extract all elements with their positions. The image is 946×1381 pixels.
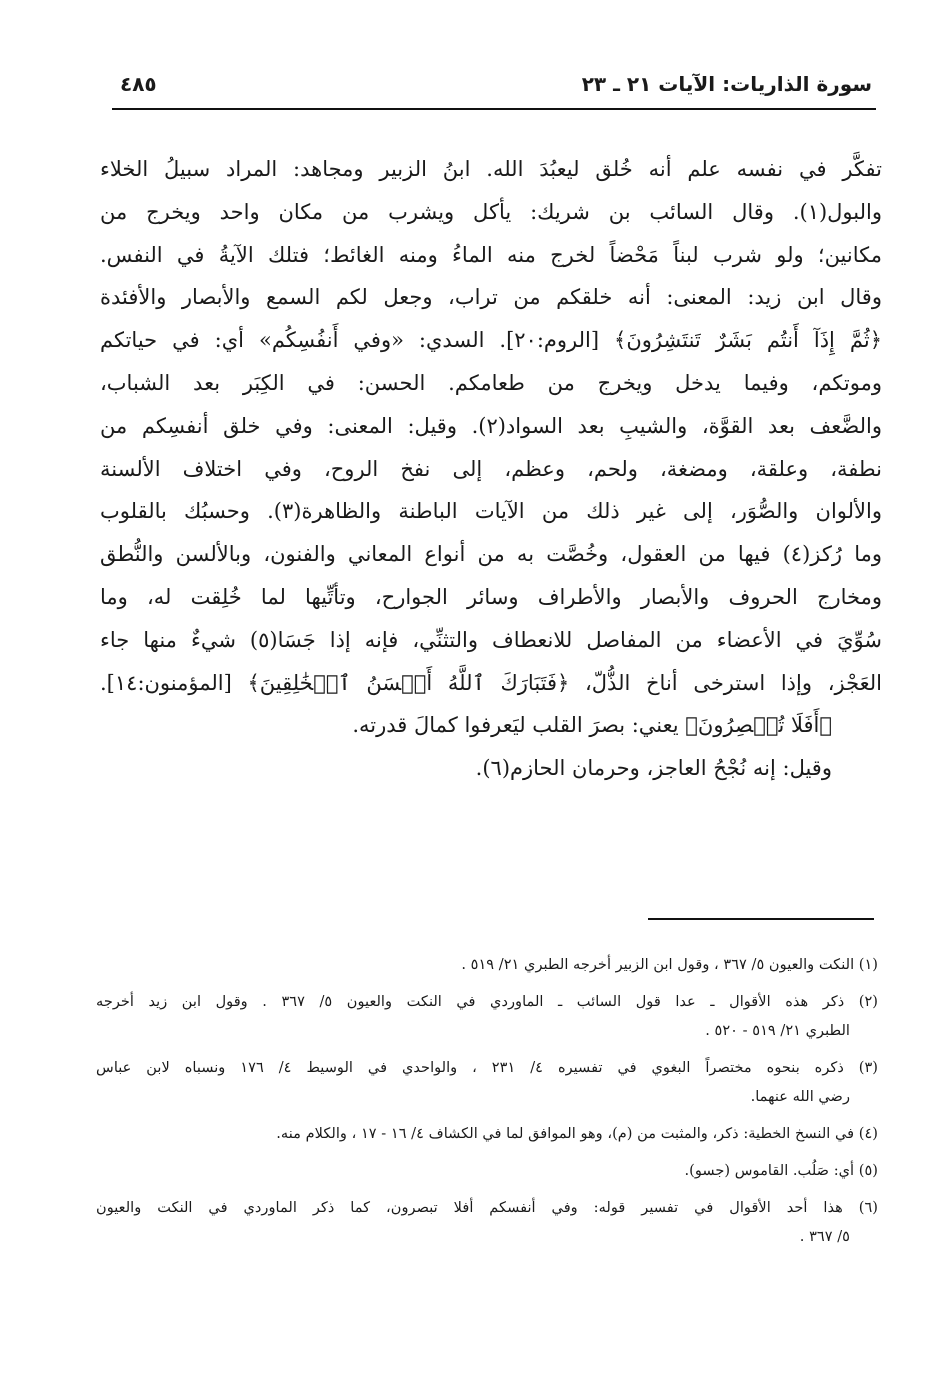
text-line: مكانين؛ ولو شرب لبناً مَحْضاً لخرج منه الماءُ ومنه الغائط؛ فتلك الآيةُ في النفس. <box>100 242 882 267</box>
footnote-line: (٣) ذكره بنحوه مختصراً البغوي في تفسيره ٤/ ٢٣١ ، والواحدي في الوسيط ٤/ ١٧٦ ونسباه لابن عباس <box>96 1059 878 1076</box>
text-line: والبول(١). وقال السائب بن شريك: يأكل ويشرب من مكان واحد ويخرج من <box>100 199 882 224</box>
text-line: ﴿ثُمَّ إِذَآ أَنتُم بَشَرٌ تَنتَشِرُونَ﴾ [الروم:٢٠]. السدي: «وفي أَنفُسِكُم» أي: في حياتكم <box>100 328 882 353</box>
text-line: ﴿أَفَلَا تُبۡصِرُونَ﴾ يعني: بصرَ القلب ليَعرفوا كمالَ قدرته. <box>352 713 832 738</box>
footnote-line: (٢) ذكر هذه الأقوال ـ عدا قول السائب ـ الماوردي في النكت والعيون ٥/ ٣٦٧ . وقول ابن زيد أخرجه <box>96 993 878 1010</box>
running-title: سورة الذاريات: الآيات ٢١ ـ ٢٣ <box>581 72 872 96</box>
text-line: وقيل: إنه نُجْحُ العاجز، وحرمان الحازم(٦). <box>475 756 832 781</box>
text-line: والألوان والصُّوَر، إلى غير ذلك من الآيات الباطنة والظاهرة(٣). وحسبُك بالقلوب <box>100 499 882 524</box>
footnote-line: الطبري ٢١/ ٥١٩ - ٥٢٠ . <box>705 1022 850 1039</box>
text-line: ومخارج الحروف والأبصار والأطراف وسائر الجوارح، وتأتِّيها لما خُلِقت له، وما <box>100 584 882 609</box>
footnotes <box>96 950 878 1259</box>
text-line: والضَّعف بعد القوَّة، والشيبِ بعد السواد(٢). وقيل: المعنى: وفي خلق أنفسِكم من <box>100 413 882 438</box>
footnote-4 <box>96 1119 878 1148</box>
footnote-1 <box>96 950 878 979</box>
footnote-2 <box>96 987 878 1045</box>
text-line: العَجْز، وإذا استرخى أناخ الذُّلّ، ﴿فَتَبَارَكَ ٱللَّهُ أَحۡسَنُ ٱلۡخَٰلِقِينَ﴾ [المؤمنون:١٤]. <box>100 670 882 695</box>
text-line: وموتكم، وفيما يدخل ويخرج من طعامكم. الحسن: في الكِبَر بعد الشباب، <box>100 370 882 395</box>
page-header <box>112 72 872 106</box>
footnote-line: (١) النكت والعيون ٥/ ٣٦٧ ، وقول ابن الزبير أخرجه الطبري ٢١/ ٥١٩ . <box>461 956 878 973</box>
text-line: نطفة، وعلقة، ومضغة، ولحم، وعظم، إلى نفخ الروح، وفي اختلاف الألسنة <box>100 456 882 481</box>
footnote-6 <box>96 1193 878 1251</box>
text-line: سُوِّيَ في الأعضاء من المفاصل للانعطاف والتثنِّي، فإنه إذا جَسَا(٥) شيءٌ منها جاء <box>100 627 882 652</box>
text-line: تفكَّر في نفسه علم أنه خُلق ليعبُدَ الله. ابنُ الزبير ومجاهد: المراد سبيلُ الخلاء <box>100 157 882 181</box>
footnote-5 <box>96 1156 878 1185</box>
footnote-line: (٤) في النسخ الخطية: ذكر، والمثبت من (م)، وهو الموافق لما في الكشاف ٤/ ١٦ - ١٧ ، والكلام منه. <box>276 1125 878 1142</box>
footnote-3 <box>96 1053 878 1111</box>
footnote-line: (٦) هذا أحد الأقوال في تفسير قوله: وفي أنفسكم أفلا تبصرون، كما ذكر الماوردي في النكت والعيون <box>96 1199 878 1216</box>
footnote-line: ٥/ ٣٦٧ . <box>799 1228 850 1245</box>
page-number: ٤٨٥ <box>120 72 157 96</box>
footnote-line: (٥) أي: صَلُب. القاموس (جسو). <box>684 1162 878 1179</box>
main-text <box>100 148 882 790</box>
footnote-line: رضي الله عنهما. <box>750 1088 850 1105</box>
text-line: وما رُكز(٤) فيها من العقول، وخُصَّت به من أنواع المعاني والفنون، وبالألسن والنُّطق <box>100 542 882 567</box>
header-rule <box>112 108 876 110</box>
text-line: وقال ابن زيد: المعنى: أنه خلقكم من تراب، وجعل لكم السمع والأبصار والأفئدة <box>100 285 882 310</box>
footnote-separator <box>648 918 874 920</box>
